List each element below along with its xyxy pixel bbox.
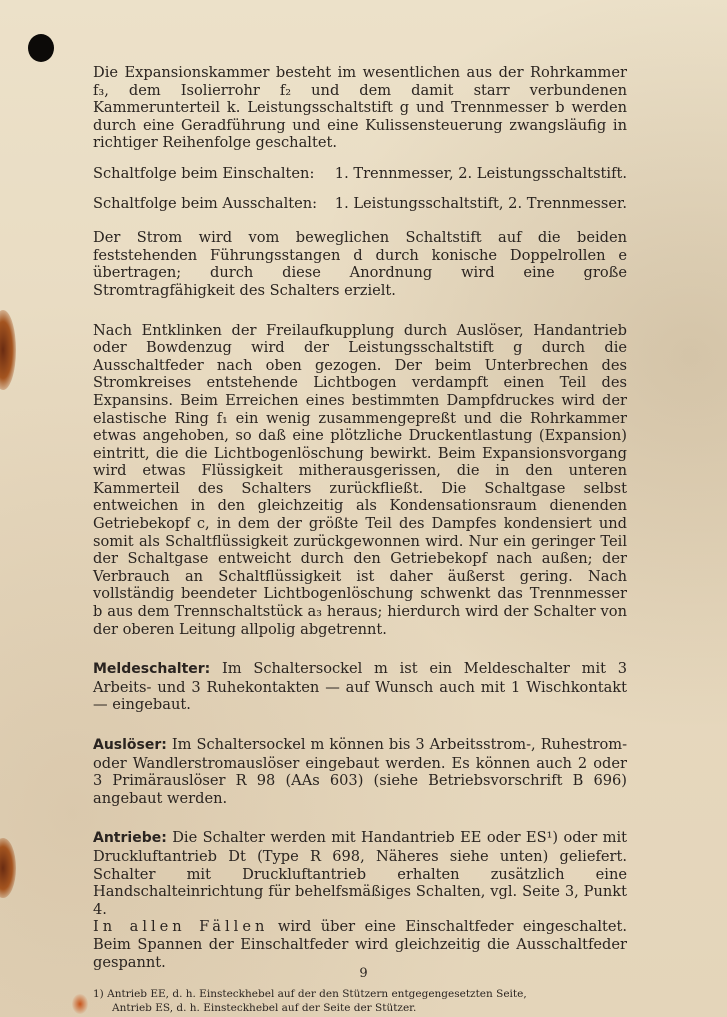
page-number: 9 [359, 966, 368, 981]
sequence-off-value: 1. Leistungsschaltstift, 2. Trennmesser. [334, 194, 627, 212]
antriebe-heading: Antriebe: [93, 830, 167, 847]
sequence-on-value: 1. Trennmesser, 2. Leistungsschaltstift. [334, 164, 627, 182]
paragraph-antriebe [93, 829, 627, 918]
ausloeser-text: Im Schaltersockel m können bis 3 Arbeitsstrom-, Ruhestrom- oder Wandlerstromauslöser eingebaut werden. Es können auch 2 oder 3 Primärauslöser R 98 (AAs 603) (siehe Betriebsvorschrift B 696) angebaut werden. [93, 736, 627, 807]
rust-stain [0, 310, 16, 390]
closing-lead-words: In allen Fällen [93, 918, 269, 936]
footnote-line-2: Antrieb ES, d. h. Einsteckhebel auf der Seite der Stützer. [112, 1002, 417, 1015]
footnote [93, 987, 627, 1015]
sequence-on-label: Schaltfolge beim Einschalten: [93, 164, 315, 182]
paragraph-closing-spring [93, 918, 627, 971]
sequence-switch-off [93, 195, 627, 213]
page-body [93, 64, 627, 1015]
paragraph-current-transfer: Der Strom wird vom beweglichen Schaltstift auf die beiden feststehenden Führungsstangen d durch konische Doppelrollen e übertragen; durch diese Anordnung wird eine große Stromtragfähigkeit des Schalters erzielt. [93, 229, 627, 299]
rust-stain [72, 994, 88, 1014]
paragraph-ausloeser [93, 736, 627, 807]
footnote-line-1 [93, 987, 627, 1001]
meldeschalter-heading: Meldeschalter: [93, 661, 211, 678]
footnote-text-1: Antrieb EE, d. h. Einsteckhebel auf der den Stützern entgegengesetzten Seite, [107, 988, 527, 1001]
paragraph-meldeschalter [93, 660, 627, 714]
punch-hole [28, 34, 54, 62]
paragraph-arc-quenching: Nach Entklinken der Freilaufkupplung durch Auslöser, Handantrieb oder Bowdenzug wird der Leistungsschaltstift g durch die Ausschaltfeder nach oben gezogen. Der beim Unterbrechen des Stromkreises entstehende Lichtbogen verdampft einen Teil des Expansins. Beim Erreichen eines bestimmten Dampfdruckes wird der elastische Ring f₁ ein wenig zusammengepreßt und die Rohrkammer etwas angehoben, so daß eine plötzliche Druckentlastung (Expansion) eintritt, die die Lichtbogenlöschung bewirkt. Beim Expansionsvorgang wird etwas Flüssigkeit mitherausgerissen, die in den unteren Kammerteil des Schalters zurückfließt. Die Schaltgase selbst entweichen in den gleichzeitig als Kondensationsraum dienenden Getriebekopf c, in dem der größte Teil des Dampfes kondensiert und somit als Schaltflüssigkeit zurückgewonnen wird. Nur ein geringer Teil der Schaltgase entweicht durch den Getriebekopf nach außen; der Verbrauch an Schaltflüssigkeit ist daher äußerst gering. Nach vollständig beendeter Lichtbogenlöschung schwenkt das Trennmesser b aus dem Trennschaltstück a₃ heraus; hierdurch wird der Schalter von der oberen Leitung allpolig abgetrennt. [93, 321, 627, 638]
paragraph-expansion-chamber: Die Expansionskammer besteht im wesentlichen aus der Rohrkammer f₃, dem Isolierrohr f₂ und dem damit starr verbundenen Kammerunterteil k. Leistungsschaltstift g und Trennmesser b werden durch eine Geradführung und eine Kulissensteuerung zwangsläufig in richtiger Reihenfolge geschaltet. [93, 64, 627, 152]
footnote-marker: 1) [93, 988, 104, 1001]
meldeschalter-text: Im Schaltersockel m ist ein Meldeschalter mit 3 Arbeits- und 3 Ruhekontakten — auf Wunsch auch mit 1 Wischkontakt — eingebaut. [93, 660, 627, 714]
closing-text: wird über eine Einschaltfeder eingeschaltet. Beim Spannen der Einschaltfeder wird gleichzeitig die Ausschaltfeder gespannt. [93, 918, 627, 971]
sequence-off-label: Schaltfolge beim Ausschalten: [93, 194, 318, 212]
rust-stain [0, 838, 16, 898]
ausloeser-heading: Auslöser: [93, 737, 167, 753]
sequence-switch-on [93, 165, 627, 183]
antriebe-text: Die Schalter werden mit Handantrieb EE oder ES¹) oder mit Druckluftantrieb Dt (Type R 698, Näheres siehe unten) geliefert. Schalter mit Druckluftantrieb erhalten zusätzlich eine Handschalteinrichtung für behelfsmäßiges Schalten, vgl. Seite 3, Punkt 4. [93, 829, 627, 918]
